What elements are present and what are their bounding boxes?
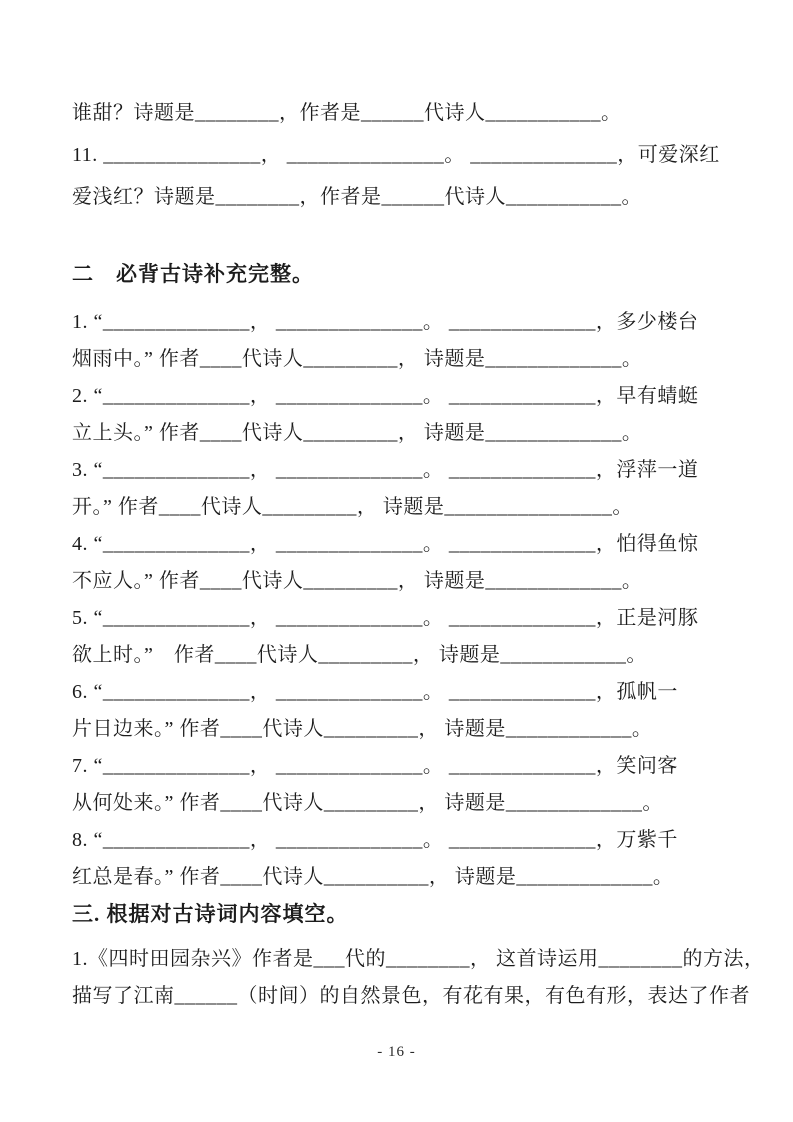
section-two-heading: 二 必背古诗补充完整。 [72,262,314,286]
fill-blank-line: 8. “______________， ______________。 ______________，万紫千 [72,829,678,851]
section-two-items [72,304,735,896]
poem-item [72,526,735,600]
section-three-items [72,941,765,1015]
page-content [72,92,765,1015]
fill-blank-line: 立上头。” 作者____代诗人_________， 诗题是_____________。 [72,422,643,444]
fill-blank-line: 1.《四时田园杂兴》作者是___代的________， 这首诗运用________的方法， [72,948,765,970]
poem-item [72,822,735,896]
fill-blank-line: 2. “______________， ______________。 ______________，早有蜻蜓 [72,385,699,407]
fill-blank-line: 11. _______________， _______________。 ______________，可爱深红 [72,144,720,166]
fill-blank-line: 爱浅红？诗题是________，作者是______代诗人___________。 [72,186,642,208]
fill-blank-line: 不应人。” 作者____代诗人_________， 诗题是_____________。 [72,570,643,592]
fill-blank-line: 1. “______________， ______________。 ______________，多少楼台 [72,311,699,333]
poem-item [72,674,735,748]
section-three-heading: 三. 根据对古诗词内容填空。 [72,902,349,926]
fill-blank-line: 片日边来。” 作者____代诗人_________， 诗题是____________。 [72,718,653,740]
fill-blank-line: 4. “______________， ______________。 ______________，怕得鱼惊 [72,533,699,555]
poem-item [72,378,735,452]
fill-blank-line: 红总是春。” 作者____代诗人__________， 诗题是_____________。 [72,866,674,888]
fill-blank-line: 7. “______________， ______________。 ______________，笑问客 [72,755,678,777]
fill-blank-line: 开。” 作者____代诗人_________， 诗题是________________。 [72,496,633,518]
poem-item [72,748,735,822]
fill-blank-line: 谁甜？诗题是________，作者是______代诗人___________。 [72,102,622,124]
poem-item [72,452,735,526]
fill-blank-line: 描写了江南______（时间）的自然景色，有花有果，有色有形，表达了作者 [72,985,750,1007]
fill-blank-line: 6. “______________， ______________。 ______________，孤帆一 [72,681,678,703]
poem-item [72,600,735,674]
fill-blank-line: 5. “______________， ______________。 ______________，正是河豚 [72,607,699,629]
poem-item [72,941,765,1015]
poem-item [72,304,735,378]
section-one-continuation [72,92,735,218]
fill-blank-line: 烟雨中。” 作者____代诗人_________， 诗题是_____________。 [72,348,643,370]
fill-blank-line: 3. “______________， ______________。 ______________，浮萍一道 [72,459,699,481]
page-number: - 16 - [377,1044,416,1060]
fill-blank-line: 欲上时。” 作者____代诗人_________， 诗题是____________。 [72,644,647,666]
fill-blank-line: 从何处来。” 作者____代诗人_________， 诗题是_____________。 [72,792,663,814]
